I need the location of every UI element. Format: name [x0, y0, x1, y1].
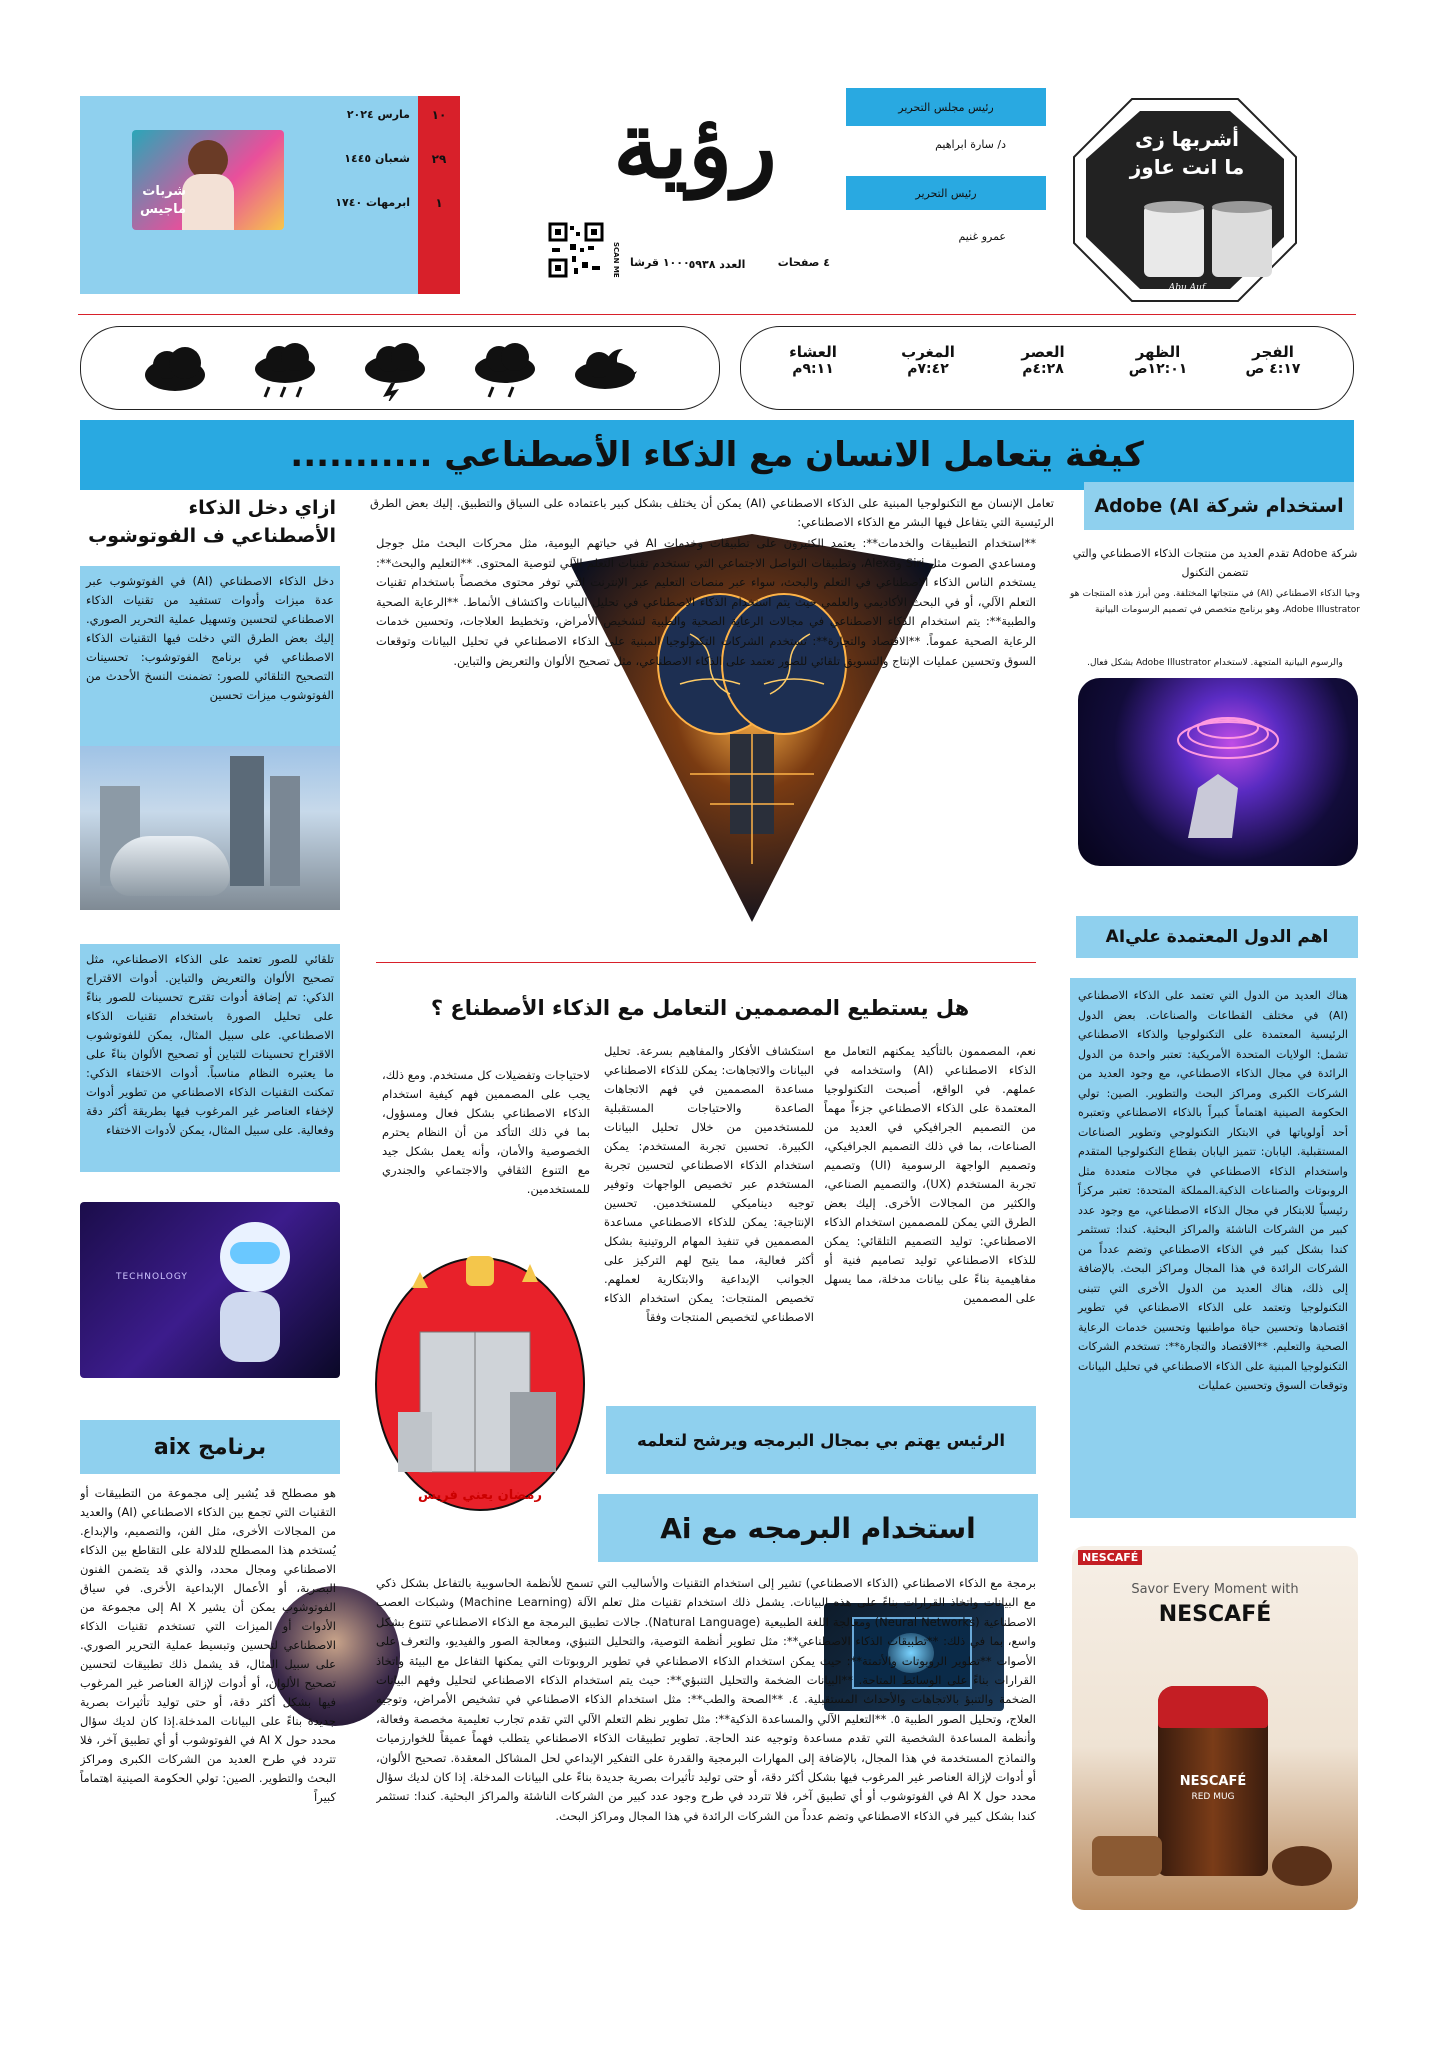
- section-divider: [376, 962, 1036, 963]
- nescafe-corner-logo: NESCAFÉ: [1078, 1550, 1142, 1565]
- ramadan-label: رمضان يعني فريش: [418, 1488, 542, 1503]
- nescafe-tagline: Savor Every Moment with: [1131, 1582, 1299, 1597]
- date-day-num: ١٠: [431, 108, 447, 122]
- prayer-name: الفجر: [1252, 343, 1294, 361]
- rain-cloud-icon: [255, 343, 315, 397]
- date-row: [330, 152, 460, 174]
- headline: كيفة يتعامل الانسان مع الذكاء الأصطناعي ...........: [290, 435, 1144, 475]
- prayer-name: المغرب: [901, 343, 955, 361]
- programming-title-box: [598, 1494, 1038, 1562]
- ad-abu-auf-brand: Abu Auf: [1168, 283, 1206, 293]
- technology-label: TECHNOLOGY: [116, 1272, 188, 1282]
- pages-count: ٤ صفحات: [777, 256, 830, 269]
- board-title-box: [846, 88, 1046, 126]
- designers-col2: استكشاف الأفكار والمفاهيم بسرعة. تحليل البيانات والاتجاهات: يمكن للذكاء الاصطناعي مساعدة المصممين في فهم الاتجاهات الصاعدة والاحتياجات المستقبلية للمستخدمين من خلال تحليل البيانات الكبيرة. تحسين تجربة المستخدم: يمكن استخدام الذكاء الاصطناعي لتحسين تجربة المستخدم عبر تخصيص الواجهات وتوفير توجيه ديناميكي للمستخدمين. تحسين الإنتاجية: يمكن للذكاء الاصطناعي مساعدة المصممين في تنفيذ المهام الروتينية بشكل أكثر فعالية، مما يتيح لهم التركيز على الجوانب الإبداعية والابتكارية لعملهم. تخصيص المنتجات: يمكن استخدام الذكاء الاصطناعي لتخصيص المنتجات وفقاً: [604, 1044, 814, 1324]
- aix-title: برنامج aix: [153, 1434, 267, 1460]
- weather-box: [80, 326, 720, 410]
- board-title: رئيس مجلس التحرير: [898, 100, 994, 114]
- editor-title: رئيس التحرير: [915, 186, 977, 200]
- center-body: **استخدام التطبيقات والخدمات**: يعتمد الكثيرون على تطبيقات وخدمات AI في حياتهم اليومية، مثل محركات البحث مثل جوجل ومساعدي الصوت مثل Siri وAlexa، وتطبيقات التواصل الاجتماعي التي تستخدم تقنيات التعلم الآلي لتوصية المحتوى. **التعليم والبحث**: يستخدم الناس الذكاء الاصطناعي في التعلم والبحث، سواء عبر منصات التعليم عبر الإنترنت التي توفر محتوى مخصصاً باستخدام تقنيات التعلم الآلي، أو في البحث الأكاديمي والعلمي حيث يتم استخدام الذكاء الاصطناعي في تحليل البيانات واكتشاف الأنماط. **الرعاية الصحية والطبية**: يتم استخدام الذكاء الاصطناعي في مجالات الرعاية الصحية والطبية لتشخيص الأمراض، وتخطيط العلاجات، وتحسين خدمات الرعاية الصحية عموماً. **الاقتصاد والتجارة**: تستخدم الشركات التكنولوجيا المبنية على الذكاء الاصطناعي في تحليل البيانات وتوقعات السوق وتحسين عمليات الإنتاج والتسويق تلقائي للصور تعتمد على الذكاء الاصطناعي، مثل تصحيح الألوان والتعريض والتباين.: [376, 536, 1036, 668]
- ad-abu-auf[interactable]: [1072, 97, 1298, 303]
- prayer-isha: [773, 343, 853, 399]
- photoshop-text: دخل الذكاء الاصطناعي (AI) في الفوتوشوب عبر عدة ميزات وأدوات تستفيد من تقنيات الذكاء الاصطناعي لتحسين وتسهيل عملية التحرير الصوري. إليك بعض الطرق التي دخلت فيها التقنيات الذكاء الاصطناعي في برنامج الفوتوشوب: تحسينات التصحيح التلقائي للصور: تضمنت النسخ الأحدث من الفوتوشوب ميزات تحسين: [80, 566, 340, 746]
- ai-hand-image: [1078, 678, 1358, 866]
- adobe-text3: والرسوم البيانية المتجهة. لاستخدام Adobe Illustrator بشكل فعال.: [1087, 658, 1343, 668]
- ad-abu-auf-line1: أشربها زى: [1135, 127, 1239, 151]
- prayer-time: ٩:١١م: [792, 361, 834, 377]
- prayer-dhuhr: [1118, 343, 1198, 399]
- cloud-icon: [145, 347, 205, 391]
- photoshop-title: ازاي دخل الذكاء الأصطناعي ف الفوتوشوب: [88, 497, 336, 547]
- president-text: الرئيس يهتم بي بمجال البرمجه ويرشح لتعلمه: [637, 1430, 1005, 1450]
- prayer-time: ٤:١٧ ص: [1245, 361, 1301, 377]
- masthead-divider: [78, 314, 1356, 315]
- ad-tv-line1: شربات: [142, 184, 186, 199]
- countries-title-box: [1076, 916, 1358, 958]
- ad-tv-line2: ماجيس: [140, 202, 186, 217]
- headline-bar: [80, 420, 1354, 490]
- qr-icon: [548, 222, 604, 278]
- prayer-name: العشاء: [789, 343, 837, 361]
- date-hijri-text: شعبان ١٤٤٥: [344, 152, 410, 165]
- prayer-time: ١٢:٠١ص: [1128, 361, 1188, 377]
- countries-title: اهم الدول المعتمدة عليAI: [1105, 927, 1329, 947]
- date-coptic-num: ١: [435, 196, 443, 210]
- adobe-text2: وجيا الذكاء الاصطناعي (AI) في منتجاتها المختلفة. ومن أبرز هذه المنتجات هو Adobe Illustrator، وهو برنامج متخصص في تصميم الرسومات البيانية: [1070, 589, 1360, 615]
- date-hijri-num: ٢٩: [431, 152, 447, 166]
- adobe-title: استخدام شركة Adobe (AI: [1094, 495, 1344, 517]
- date-row: [330, 196, 460, 218]
- nescafe-brand: NESCAFÉ: [1158, 1602, 1272, 1627]
- designers-title: هل يستطيع المصممين التعامل مع الذكاء الأصطناع ؟: [430, 996, 970, 1020]
- nescafe-jar-label: NESCAFÉ: [1179, 1774, 1247, 1789]
- weather-icons: [131, 337, 671, 401]
- editor-name: عمرو غنيم: [958, 230, 1006, 243]
- aix-text: هو مصطلح قد يُشير إلى مجموعة من التطبيقات أو التقنيات التي تجمع بين الذكاء الاصطناعي (AI) والعديد من المجالات الأخرى، مثل الفن، والتصميم، والإبداع. يُستخدم هذا المصطلح للدلالة على التقاطع بين الذكاء الاصطناعي ومجال محدد، والذي قد يتضمن الفنون البصرية، أو الأعمال الإبداعية الأخرى. في سياق الفوتوشوب يمكن أن يشير AI X إلى مجموعة من الأدوات أو الميزات التي تستخدم تقنيات الذكاء الاصطناعي لتحسين وتبسيط عملية التحرير الصوري. على سبيل المثال، قد يشمل ذلك تطبيقات لتحسين تصحيح الألوان، أو أدوات لإزالة العناصر غير المرغوب فيها بشكل أكثر دقة، أو حتى توليد تأثيرات بصرية جديدة بناءً على البيانات المدخلة.إذا كان لديك سؤال محدد حول AI X في الفوتوشوب أو أي تطبيق آخر، فلا تتردد في طرح العديد من الشركات الكبرى ومراكز البحث والتطوير. الصين: تولي الحكومة الصينية اهتماماً كبيراً: [80, 1486, 336, 1804]
- programming-title: استخدام البرمجه مع Ai: [660, 1511, 976, 1545]
- adobe-text1: شركة Adobe تقدم العديد من منتجات الذكاء الاصطناعي والتي تتضمن التكنول: [1072, 547, 1358, 579]
- center-intro: تعامل الإنسان مع التكنولوجيا المبنية على الذكاء الاصطناعي (AI) يمكن أن يختلف بشكل كبير باعتماده على السياق والتطبيق. إليك بعض الطرق الرئيسية التي يتفاعل فيها البشر مع الذكاء الاصطناعي:: [370, 496, 1055, 529]
- aix-title-box: [80, 1420, 340, 1474]
- price: ١٠٠٠ قرشا: [630, 256, 690, 269]
- nescafe-jar: [1158, 1686, 1268, 1876]
- qr-code[interactable]: [548, 222, 604, 288]
- date-block: [80, 96, 460, 294]
- prayer-time: ٧:٤٢م: [907, 361, 949, 377]
- prayer-time: ٤:٢٨م: [1022, 361, 1064, 377]
- issue-number: العدد ٥٩٣٨: [688, 258, 746, 271]
- photoshop-text2: تلقائي للصور تعتمد على الذكاء الاصطناعي، مثل تصحيح الألوان والتعريض والتباين. أدوات الاقتراح الذكي: تم إضافة أدوات تقترح تحسينات للصور بناءً على تحليل الصورة باستخدام تقنيات الذكاء الاصطناعي. على سبيل المثال، يمكن للفوتوشوب الاقتراح تحسينات للتباين أو تصحيح الألوان بناءً على ما يعتبره النظام مناسباً. أدوات الاختفاء الذكي: تمكنت التقنيات الذكاء الاصطناعي من تطوير أدوات لإخفاء العناصر غير المرغوب فيها بطريقة أكثر دقة وفعالية. على سبيل المثال، يمكن لأدوات الاختفاء: [80, 944, 340, 1172]
- designers-col3: لاحتياجات وتفضيلات كل مستخدم. ومع ذلك، يجب على المصممين فهم كيفية استخدام الذكاء الاصطناعي بشكل فعال ومسؤول، بما في ذلك التأكد من أن النظام يحترم الخصوصية والأمان، وأنه يعمل بشكل جيد مع التنوع الثقافي والاجتماعي والجندري للمستخدمين.: [382, 1068, 590, 1196]
- technology-robot-image: [80, 1202, 340, 1378]
- programming-text: برمجة مع الذكاء الاصطناعي (الذكاء الاصطناعي) تشير إلى استخدام التقنيات والأساليب التي تسمح للأنظمة الحاسوبية بالتفاعل بشكل ذكي مع البيانات واتخاذ القرارات بناءً على هذه البيانات. يشمل ذلك استخدام تقنيات مثل تعلم الآلة (Machine Learning) وشبكات العصب الاصطناعية (Neural Networks) ومعالجة اللغة الطبيعية (Natural Language). جالات تطبيق البرمجة مع الذكاء الاصطناعي تتنوع بشكل واسع، بما في ذلك: **تطبيقات الذكاء الاصطناعي**: مثل تطوير أنظمة التوصية، والتحليل التنبؤي، ومعالجة الصور والفيديو، والتعرف على الأصوات **تطوير الروبوتات والأتمتة**: حيث يمكن استخدام الذكاء الاصطناعي في تطوير الروبوتات التي يمكنها التفاعل مع البيئة واتخاذ القرارات بناءً على الوسائط المتاحة. **البيانات الضخمة والتحليل التنبؤي**: حيث يتم استخدام الذكاء الاصطناعي لتحليل وفهم البيانات الضخمة والتنبؤ بالاتجاهات والأحداث المستقبلية. ٤. **الصحة والطب**: مثل استخدام الذكاء الاصطناعي في تشخيص الأمراض، وتوجيه العلاج، وتحليل الصور الطبية ٥. **التعليم الآلي والمساعدة الذكية**: مثل تطوير نظم التعلم الآلي التي تقدم تجارب تعليمية مخصصة وفعالة، وأنظمة المساعدة الشخصية التي تقدم مساعدة وتوجيه عند الحاجة. تطوير تطبيقات الذكاء الاصطناعي يتطلب فهماً عميقاً للخوارزميات والنماذج المستخدمة في هذا المجال، بالإضافة إلى المهارات البرمجية والقدرة على التفكير الإبداعي لحل المشاكل المعقدة. تصحيح الألوان، أو أدوات لإزالة العناصر غير المرغوب فيها بشكل أكثر دقة، أو حتى توليد تأثيرات بصرية جديدة بناءً على البيانات المدخلة. إذا كان لديك سؤال محدد حول AI X في الفوتوشوب أو أي تطبيق آخر، فلا تتردد في طرح وجود عدد كبير من الشركات الناشئة والمراكز البحثية. كندا: تستثمر كندا بشكل كبير في الذكاء الاصطناعي وتضم عدداً من الشركات الرائدة في هذا المجال ومراكز البحث.: [376, 1576, 1036, 1823]
- storm-cloud-icon: [365, 343, 425, 401]
- editor-title-box: [846, 176, 1046, 210]
- date-day-text: مارس ٢٠٢٤: [346, 108, 410, 121]
- ad-nescafe[interactable]: [1072, 1546, 1358, 1910]
- ad-tv-show[interactable]: [132, 130, 284, 230]
- date-row: [330, 108, 460, 130]
- prayer-times-box: [740, 326, 1354, 410]
- countries-text: هناك العديد من الدول التي تعتمد على الذكاء الاصطناعي (AI) في مختلف القطاعات والصناعات. بعض الدول الرئيسية المعتمدة على التكنولوجيا والذكاء الاصطناعي تشمل: الولايات المتحدة الأمريكية: تعتبر واحدة من الدول الرائدة في مجال الذكاء الاصطناعي، مع وجود العديد من الشركات الكبرى ومراكز البحث والتطوير. الصين: تولي الحكومة الصينية اهتماماً كبيراً بالذكاء الاصطناعي وتعتبره أحد أولوياتها في الابتكار التكنولوجي وتطوير الصناعات المستقبلية. اليابان: تتميز اليابان بقطاع التكنولوجيا المتقدم واستخدام الذكاء الاصطناعي في مجالات متعددة مثل الروبوتات والصناعات الذكية.المملكة المتحدة: تعتبر مركزاً رئيسياً للابتكار في مجال الذكاء الاصطناعي، مع وجود عدد كبير من الشركات الناشئة والمراكز البحثية. كندا: تستثمر كندا بشكل كبير في الذكاء الاصطناعي وتضم عدداً من الشركات الرائدة في هذا المجال ومراكز البحث. بالإضافة إلى ذلك، هناك العديد من الدول الأخرى التي تتبنى التكنولوجيا وتعتمد على الذكاء الاصطناعي في تطوير اقتصادها وتحسين حياة مواطنيها وتحسين خدمات الرعاية الصحية والتعليم. **الاقتصاد والتجارة**: تستخدم الشركات التكنولوجيا المبنية على الذكاء الاصطناعي في تحليل البيانات وتوقعات السوق وتحسين عمليات: [1070, 978, 1356, 1518]
- prayer-maghrib: [888, 343, 968, 399]
- designers-col1: نعم، المصممون بالتأكيد يمكنهم التعامل مع الذكاء الاصطناعي (AI) واستخدامه في عملهم. في الواقع، أصبحت التكنولوجيا المعتمدة على الذكاء الاصطناعي جزءاً مهماً من التصميم الجرافيكي في العديد من الصناعات، بما في ذلك التصميم الجرافيكي، وتصميم الواجهة الرسومية (UI) وتصميم تجربة المستخدم (UX)، والتصميم الصناعي، والكثير من المجالات الأخرى. إليك بعض الطرق التي يمكن للمصممين استخدام الذكاء الاصطناعي: توليد التصميم التلقائي: يمكن للذكاء الاصطناعي توليد تصاميم فنية أو مفاهيمية بناءً على بيانات مدخلة، مما يسهل على المصممين: [824, 1044, 1036, 1305]
- prayer-asr: [1003, 343, 1083, 399]
- nescafe-jar-sub: RED MUG: [1191, 1792, 1235, 1802]
- ad-abu-auf-line2: ما انت عاوز: [1129, 155, 1245, 179]
- scan-me-label: SCAN ME: [612, 242, 620, 278]
- prayer-fajr: [1233, 343, 1313, 399]
- chicago-bean-image: [80, 746, 340, 910]
- president-box: [606, 1406, 1036, 1474]
- board-name: د/ سارة ابراهيم: [935, 138, 1006, 151]
- rain-cloud-icon: [475, 343, 535, 397]
- cloud-moon-icon: [575, 349, 637, 389]
- adobe-title-box: [1084, 482, 1354, 530]
- newspaper-logo[interactable]: رؤية: [613, 91, 777, 199]
- ad-ramadan-fresh[interactable]: [370, 1212, 590, 1520]
- prayer-name: العصر: [1021, 343, 1065, 361]
- date-coptic-text: ابرمهات ١٧٤٠: [335, 196, 410, 209]
- prayer-name: الظهر: [1135, 343, 1181, 361]
